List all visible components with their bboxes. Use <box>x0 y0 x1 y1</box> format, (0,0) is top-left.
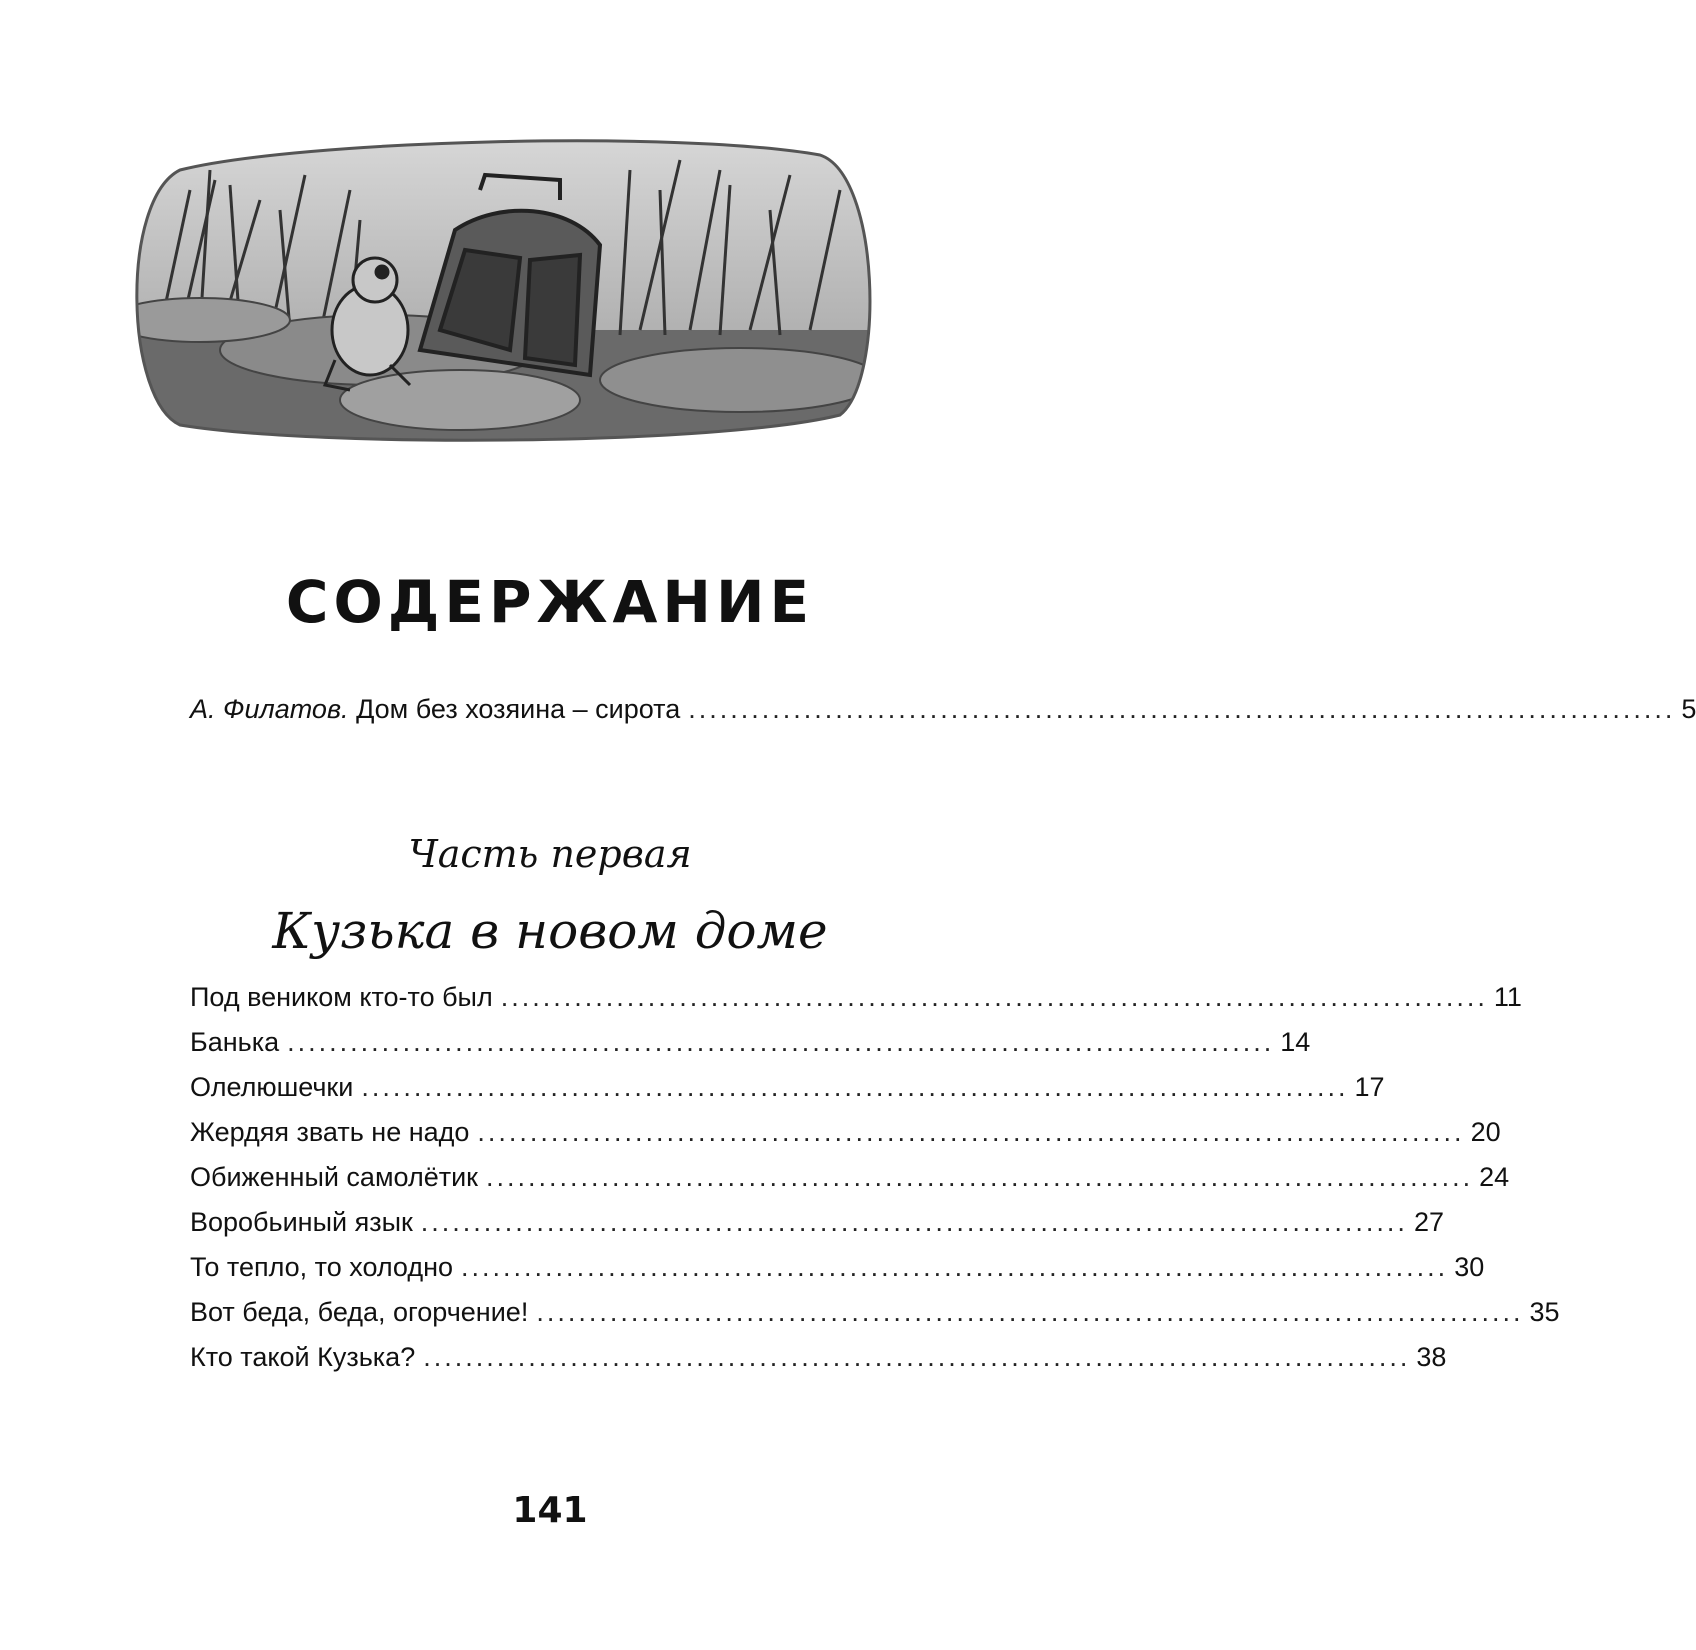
dot-leader: .............................................................................................. <box>485 1162 1474 1192</box>
dot-leader: .............................................................................................. <box>688 694 1676 724</box>
toc-entry-page: 14 <box>1280 1027 1311 1057</box>
toc-entry-intro[interactable] <box>190 692 1696 726</box>
toc-entry-author: А. Филатов. <box>190 694 349 724</box>
toc-entry-page: 27 <box>1413 1207 1444 1237</box>
toc-entry-page: 20 <box>1470 1117 1501 1147</box>
toc-entry-title: А. Филатов. Дом без хозяина – сирота <box>190 694 681 724</box>
dot-leader: .............................................................................................. <box>423 1342 1411 1372</box>
toc-entry-title: Под веником кто-то был <box>190 982 493 1012</box>
toc-entry[interactable] <box>190 980 1522 1014</box>
toc-entry[interactable] <box>190 1025 1311 1059</box>
dot-leader: .............................................................................................. <box>461 1252 1449 1282</box>
dot-leader: .............................................................................................. <box>361 1072 1349 1102</box>
dot-leader: .............................................................................................. <box>500 982 1488 1012</box>
toc-entry-page: 35 <box>1529 1297 1560 1327</box>
dot-leader: .............................................................................................. <box>420 1207 1408 1237</box>
dot-leader: .............................................................................................. <box>477 1117 1465 1147</box>
toc-entry[interactable] <box>190 1340 1447 1374</box>
toc-entry-title: Обиженный самолётик <box>190 1162 478 1192</box>
toc-entry-page: 17 <box>1354 1072 1385 1102</box>
dot-leader: .............................................................................................. <box>287 1027 1275 1057</box>
toc-entry[interactable] <box>190 1205 1444 1239</box>
toc-entry-page: 5 <box>1681 694 1696 724</box>
toc-entry[interactable] <box>190 1115 1501 1149</box>
toc-entry-title: То тепло, то холодно <box>190 1252 454 1282</box>
toc-entry-title: Банька <box>190 1027 280 1057</box>
toc-entry-title: Воробьиный язык <box>190 1207 413 1237</box>
toc-entry-title: Вот беда, беда, огорчение! <box>190 1297 529 1327</box>
part-label: Часть первая <box>408 832 692 876</box>
toc-entry[interactable] <box>190 1295 1560 1329</box>
page-number: 141 <box>512 1490 588 1531</box>
toc-entry-title: Олелюшечки <box>190 1072 354 1102</box>
frog-and-cage-illustration <box>120 130 880 450</box>
toc-entry-page: 11 <box>1493 982 1522 1012</box>
toc-entry-title: Кто такой Кузька? <box>190 1342 416 1372</box>
toc-entry[interactable] <box>190 1070 1385 1104</box>
part-title: Кузька в новом доме <box>272 902 828 960</box>
toc-entry-page: 24 <box>1479 1162 1510 1192</box>
toc-entry-page: 38 <box>1416 1342 1447 1372</box>
dot-leader: .............................................................................................. <box>536 1297 1524 1327</box>
contents-heading: СОДЕРЖАНИЕ <box>285 568 815 636</box>
toc-entry-title: Жердяя звать не надо <box>190 1117 470 1147</box>
toc-entry[interactable] <box>190 1250 1485 1284</box>
toc-entry[interactable] <box>190 1160 1510 1194</box>
toc-entry-page: 30 <box>1454 1252 1485 1282</box>
